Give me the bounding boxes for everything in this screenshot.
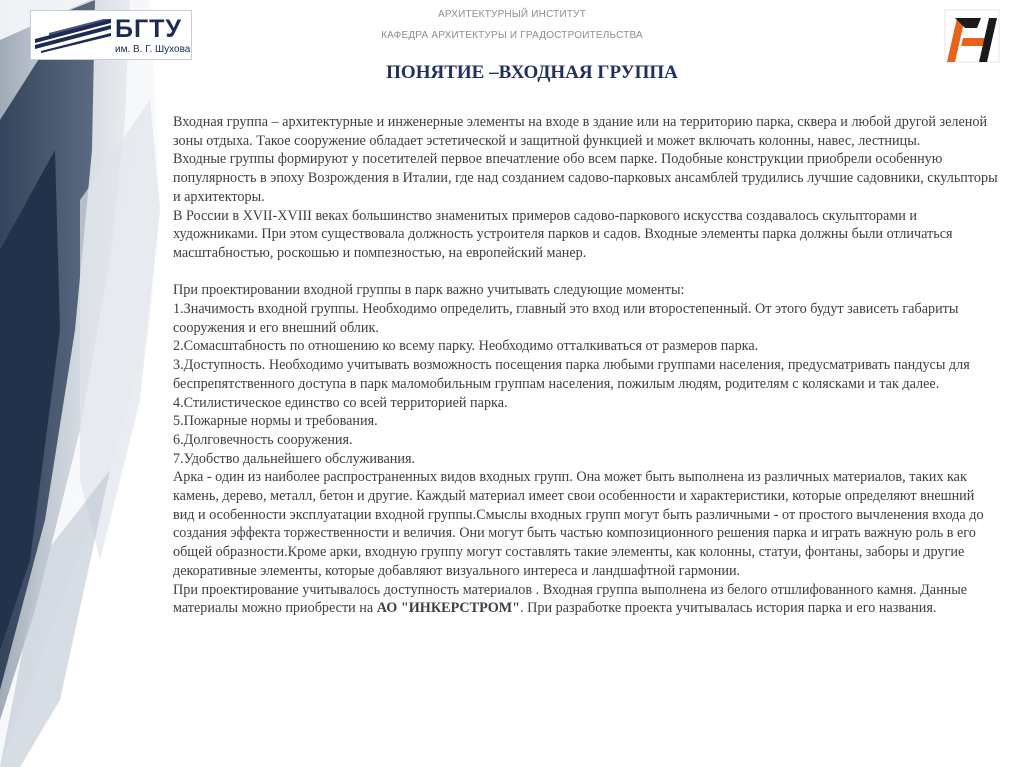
department-emblem-icon — [943, 8, 1001, 64]
institute-name: АРХИТЕКТУРНЫЙ ИНСТИТУТ — [437, 9, 587, 20]
department-name: КАФЕДРА АРХИТЕКТУРЫ И ГРАДОСТРОИТЕЛЬСТВА — [381, 30, 643, 41]
list-intro: При проектировании входной группы в парк важно учитывать следующие моменты: — [173, 282, 685, 299]
paragraph-spacer — [173, 263, 999, 282]
list-item: 3.Доступность. Необходимо учитывать возможность посещения парка любыми группами населения, предусматривать пандусы для беспрепятственного доступа в парк маломобильным группам населения, пожилым людям, родителям с колясками и так далее. — [173, 357, 970, 392]
logo-subtitle: им. В. Г. Шухова — [115, 44, 191, 55]
materials-text-end: . При разработке проекта учитывалась история парка и его названия. — [520, 600, 937, 617]
list-item: 1.Значимость входной группы. Необходимо определить, главный это вход или второстепенный. От этого будут зависеть габариты сооружения и его внешний облик. — [173, 301, 959, 336]
materials-text: При проектирование учитывалось доступность материалов . Входная группа выполнена из белого отшлифованного камня. Данные материалы можно приобрести на — [173, 581, 968, 617]
company-name: АО "ИНКЕРСТРОМ" — [376, 600, 521, 617]
paragraph-definition: Входная группа – архитектурные и инженерные элементы на входе в здание или на территорию парка, сквера и любой другой зеленой зоны отдыха. Такое сооружение обладает эстетической и защитной функцией и может включать колонны, навес, лестницы. — [173, 114, 988, 149]
list-item: 7.Удобство дальнейшего обслуживания. — [173, 450, 416, 467]
paragraph-materials — [173, 581, 999, 618]
list-item: 5.Пожарные нормы и требования. — [173, 413, 378, 430]
content-body — [173, 113, 999, 618]
paragraph-arch: Арка - один из наиболее распространенных видов входных групп. Она может быть выполнена из различных материалов, таких как камень, дерево, металл, бетон и другие. Каждый материал имеет свои особенности и характеристики, которые определяют внешний вид и особенности эксплуатации входной группы.Смыслы входных групп могут быть различными - от простого вычленения входа до создания эффекта торжественности и величия. Они могут быть частью композиционного решения парка и играть важную роль в его общей образности.Кроме арки, входную группу могут составлять такие элементы, как колонны, статуи, фонтаны, заборы и другие декоративные элементы, которые добавляют визуального интереса и ландшафтной гармонии. — [173, 469, 984, 579]
logo-abbreviation: БГТУ — [115, 15, 182, 43]
paragraph-russia: В России в XVII-XVIII веках большинство знаменитых примеров садово-паркового искусства создавалось скульпторами и художниками. При этом существовала должность устроителя парков и садов. Входные элементы парка должны были отличаться масштабностью, роскошью и помпезностью, на европейский манер. — [173, 207, 953, 261]
slide-title: ПОНЯТИЕ –ВХОДНАЯ ГРУППА — [386, 62, 678, 83]
paragraph-impression: Входные группы формируют у посетителей первое впечатление обо всем парке. Подобные конструкции приобрели особенную популярность в эпоху Возрождения в Италии, где над созданием садово-парковых ансамблей трудились лучшие садовники, скульпторы и архитекторы. — [173, 151, 998, 205]
list-item: 4.Стилистическое единство со всей территорией парка. — [173, 394, 508, 411]
list-item: 6.Долговечность сооружения. — [173, 431, 353, 448]
list-item: 2.Сомасштабность по отношению ко всему парку. Необходимо отталкиваться от размеров парка. — [173, 338, 759, 355]
